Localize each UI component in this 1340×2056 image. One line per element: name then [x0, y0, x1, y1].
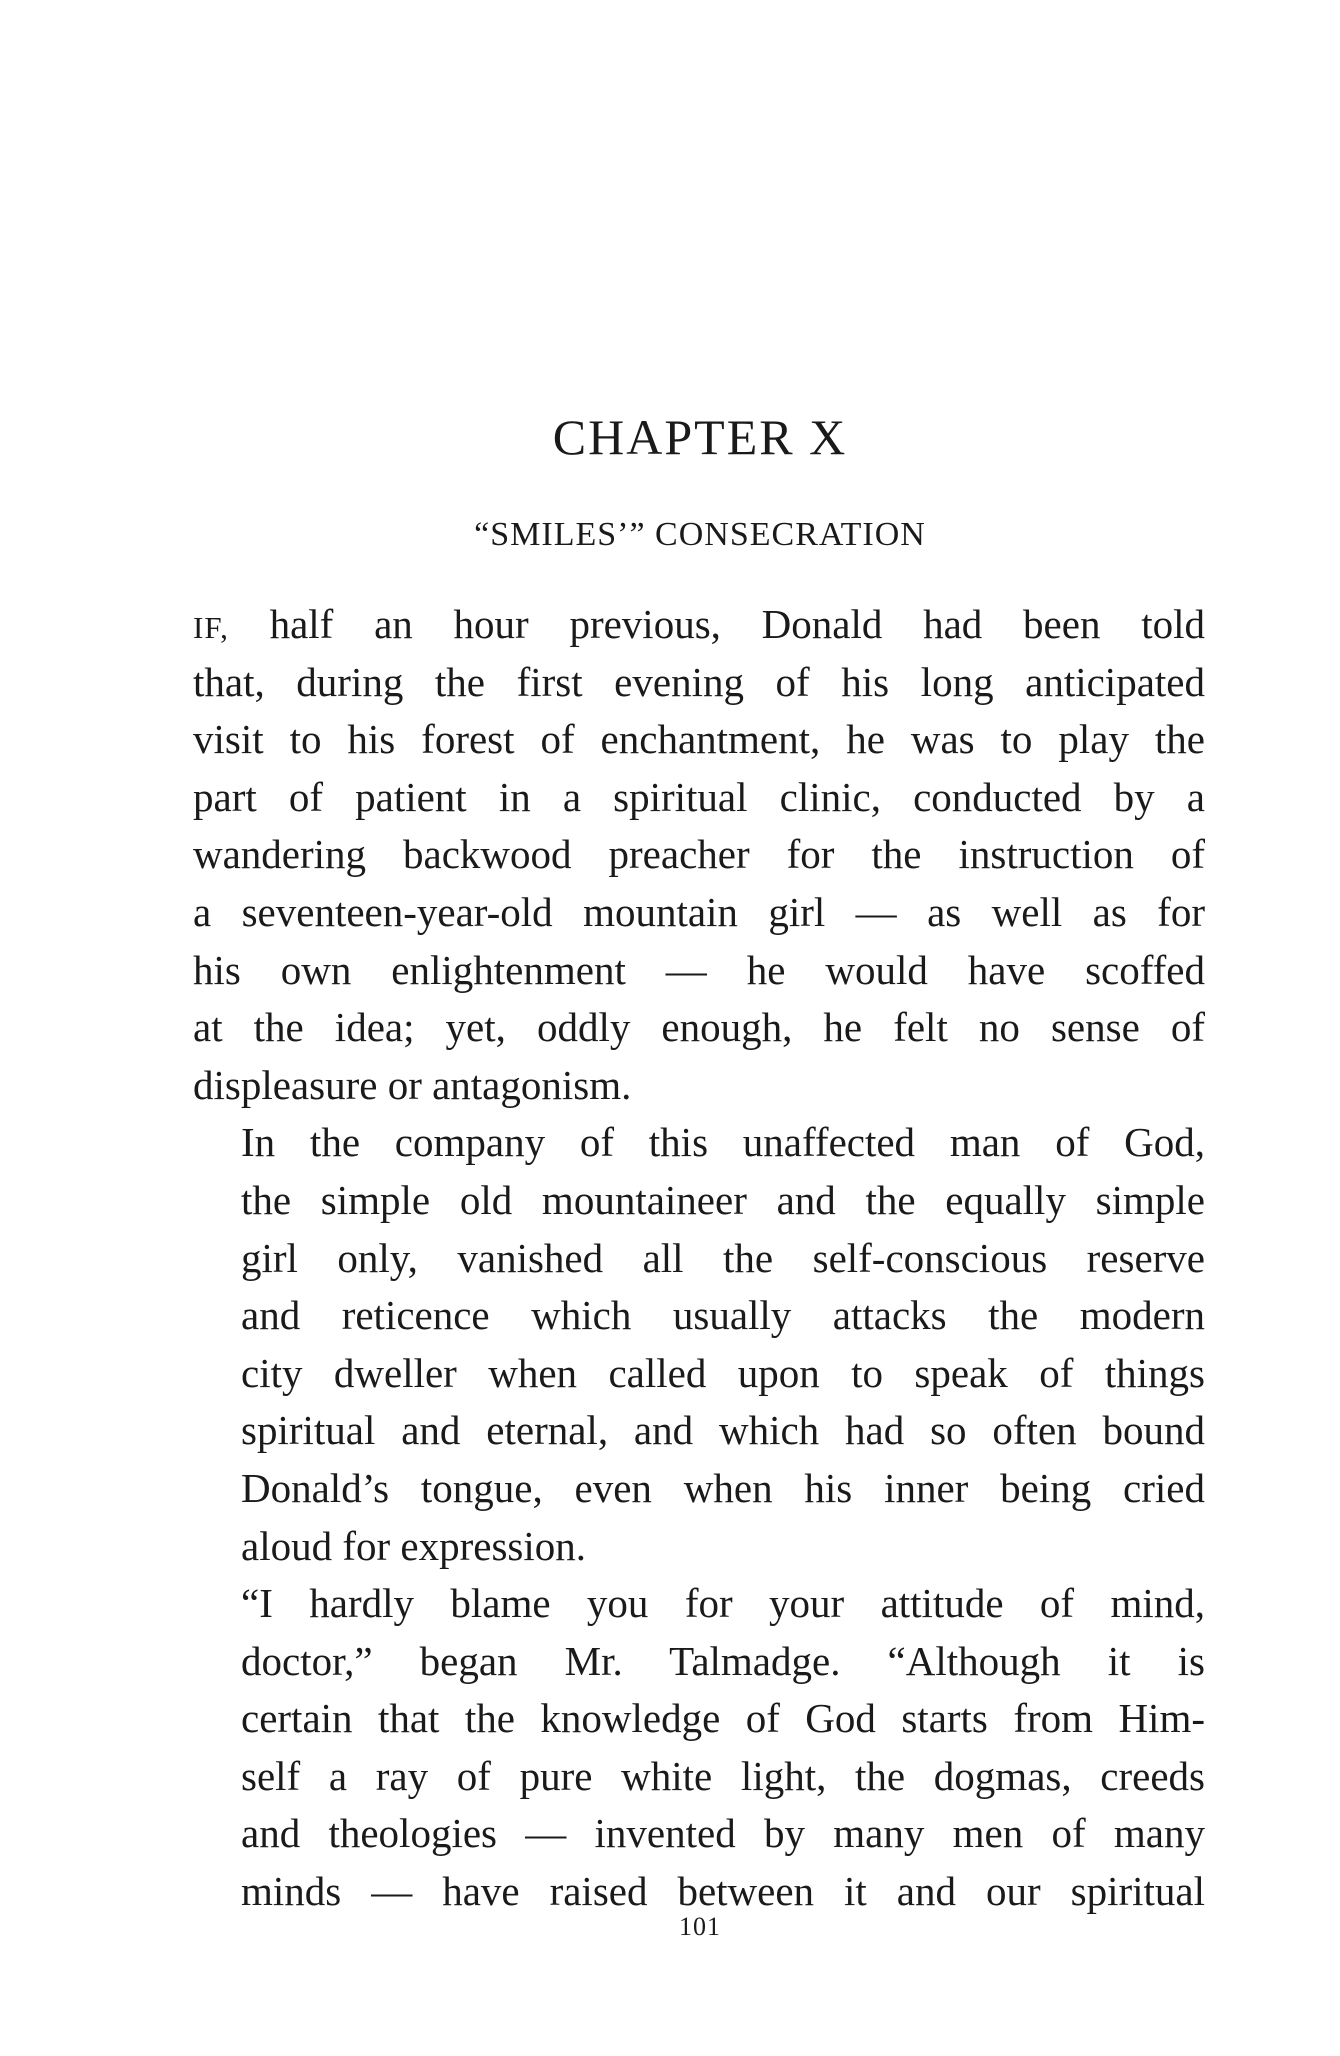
text-line: and theologies — invented by many men of many: [241, 1810, 1205, 1857]
text-line: “I hardly blame you for your attitude of mind,: [241, 1580, 1205, 1627]
text-line: girl only, vanished all the self-conscious reserve: [241, 1234, 1205, 1281]
text-line: city dweller when called upon to speak of things: [241, 1349, 1205, 1396]
paragraph-1: [193, 596, 1205, 1114]
small-caps-lead: IF,: [193, 610, 229, 645]
text-line: part of patient in a spiritual clinic, conducted by a: [193, 773, 1205, 820]
text-line: wandering backwood preacher for the instruction of: [193, 831, 1205, 878]
paragraph-3: [193, 1575, 1205, 1921]
body-text: [193, 596, 1205, 1921]
text-line: doctor,” began Mr. Talmadge. “Although it is: [241, 1637, 1205, 1684]
chapter-title: CHAPTER X: [552, 409, 848, 465]
text-line: certain that the knowledge of God starts from Him-: [241, 1695, 1205, 1742]
text-line: the simple old mountaineer and the equally simple: [241, 1176, 1205, 1223]
paragraph-2: [193, 1114, 1205, 1575]
page-number: 101: [679, 1912, 721, 1941]
text-line: and reticence which usually attacks the modern: [241, 1292, 1205, 1339]
text-line: his own enlightenment — he would have scoffed: [193, 946, 1205, 993]
text-line: displeasure or antagonism.: [193, 1061, 632, 1108]
text-line: minds — have raised between it and our spiritual: [241, 1868, 1205, 1915]
text-line: visit to his forest of enchantment, he was to play the: [193, 716, 1205, 763]
text-line: that, during the first evening of his long anticipated: [193, 658, 1205, 705]
text-line: spiritual and eternal, and which had so often bound: [241, 1407, 1205, 1454]
text-line: IF, half an hour previous, Donald had been told: [193, 601, 1205, 647]
text-line: a seventeen-year-old mountain girl — as well as for: [193, 888, 1205, 935]
chapter-subtitle: “SMILES’” CONSECRATION: [474, 516, 926, 553]
text-line: aloud for expression.: [241, 1522, 586, 1569]
text-line: self a ray of pure white light, the dogmas, creeds: [241, 1752, 1205, 1799]
text-line: Donald’s tongue, even when his inner being cried: [241, 1464, 1205, 1511]
text-line: In the company of this unaffected man of God,: [241, 1119, 1205, 1166]
text-line: at the idea; yet, oddly enough, he felt no sense of: [193, 1004, 1205, 1051]
